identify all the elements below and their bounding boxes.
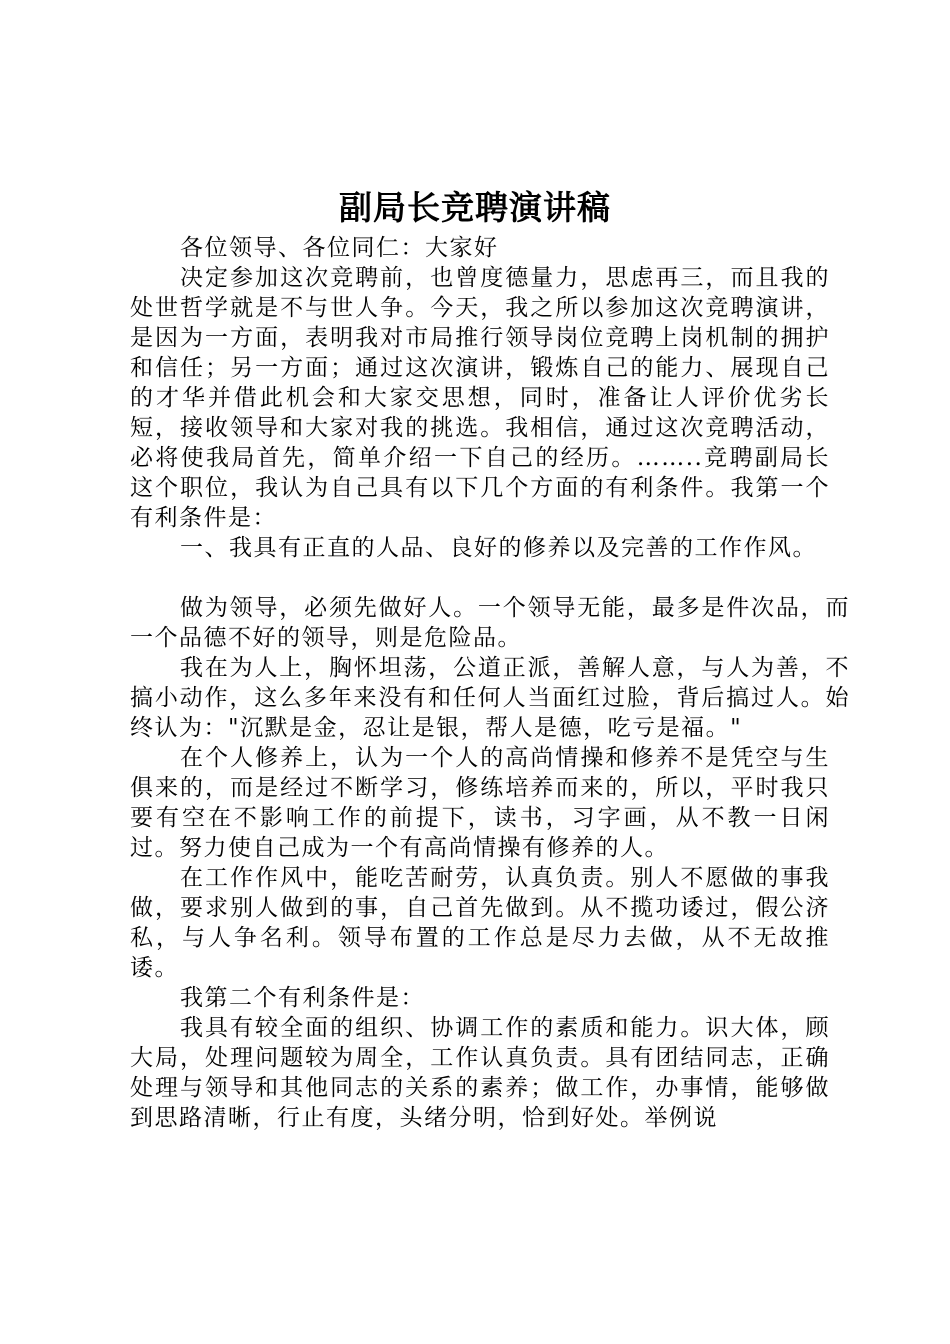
ability-paragraph: 我具有较全面的组织、协调工作的素质和能力。识大体，顾大局，处理问题较为周全，工作认真负责。具有团结同志，正确处理与领导和其他同志的关系的素养；做工作，办事情，能够做到思路清晰，行止有度，头绪分明，恰到好处。举例说	[130, 1015, 830, 1131]
self-cultivation-paragraph: 在个人修养上，认为一个人的高尚情操和修养不是凭空与生俱来的，而是经过不断学习，修练培养而来的，所以，平时我只要有空在不影响工作的前提下，读书，习字画，从不教一日闲过。努力使自己成为一个有高尚情操有修养的人。	[130, 745, 830, 861]
first-condition-heading: 一、我具有正直的人品、良好的修养以及完善的工作作风。	[180, 535, 817, 561]
document-body	[130, 233, 850, 1133]
personality-paragraph: 我在为人上，胸怀坦荡，公道正派，善解人意，与人为善，不搞小动作，这么多年来没有和任何人当面红过脸，背后搞过人。始终认为："沉默是金，忍让是银，帮人是德，吃亏是福。"	[130, 655, 850, 741]
work-style-paragraph: 在工作作风中，能吃苦耐劳，认真负责。别人不愿做的事我做，要求别人做到的事，自己首先做到。从不揽功诿过，假公济私，与人争名利。领导布置的工作总是尽力去做，从不无故推诿。	[130, 865, 830, 981]
leadership-paragraph: 做为领导，必须先做好人。一个领导无能，最多是件次品，而一个品德不好的领导，则是危险品。	[130, 595, 850, 651]
document-title: 副局长竞聘演讲稿	[339, 188, 611, 227]
intro-paragraph: 决定参加这次竞聘前，也曾度德量力，思虑再三，而且我的处世哲学就是不与世人争。今天，我之所以参加这次竞聘演讲，是因为一方面，表明我对市局推行领导岗位竞聘上岗机制的拥护和信任；另一方面；通过这次演讲，锻炼自己的能力、展现自己的才华并借此机会和大家交思想，同时，准备让人评价优劣长短，接收领导和大家对我的挑选。我相信，通过这次竞聘活动，必将使我局首先，简单介绍一下自己的经历。……..竞聘副局长这个职位，我认为自己具有以下几个方面的有利条件。我第一个有利条件是：	[130, 265, 830, 531]
second-condition-heading: 我第二个有利条件是：	[180, 985, 425, 1011]
salutation-paragraph: 各位领导、各位同仁：大家好	[180, 235, 499, 261]
